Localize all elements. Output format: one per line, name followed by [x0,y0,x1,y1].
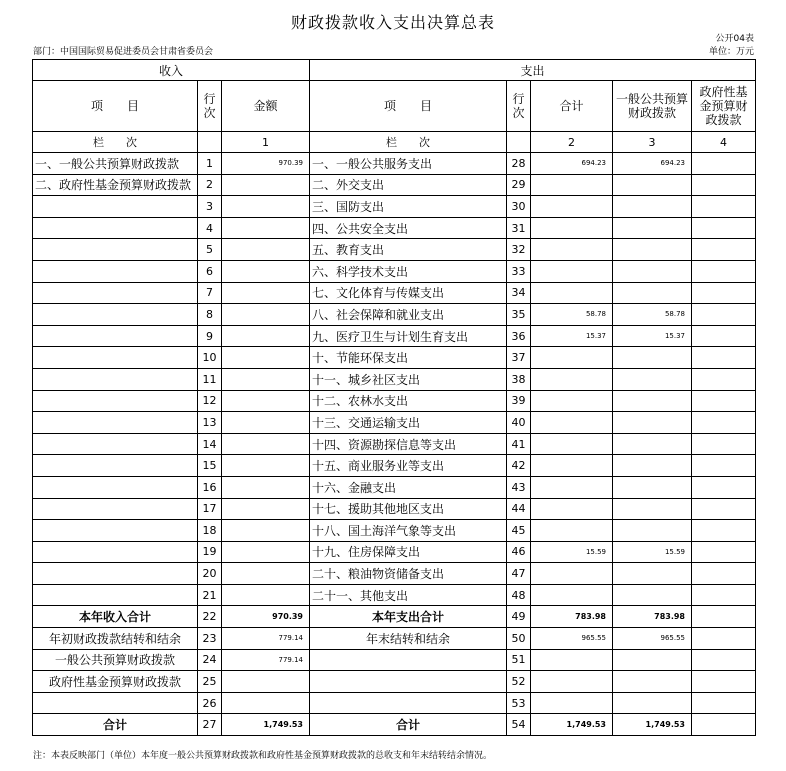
income-summary-amount: 779.14 [222,649,310,671]
income-amount [222,498,310,520]
summary-row [33,606,756,628]
row-number: 39 [507,390,531,412]
expense-item: 十九、住房保障支出 [310,541,507,563]
income-col-label: 栏 次 [33,132,198,153]
income-item [33,260,198,282]
income-amount [222,325,310,347]
expense-summary-total: 965.55 [531,628,613,650]
income-amount [222,196,310,218]
row-number: 28 [507,153,531,175]
income-item: 二、政府性基金预算财政拨款 [33,174,198,196]
table-row [33,368,756,390]
table-row [33,282,756,304]
row-number: 15 [198,455,222,477]
general-budget-amount [613,476,692,498]
expense-item: 二十、粮油物资储备支出 [310,563,507,585]
row-number: 36 [507,325,531,347]
row-number: 47 [507,563,531,585]
table-row [33,455,756,477]
expense-total [531,217,613,239]
income-item [33,455,198,477]
expense-total [531,412,613,434]
general-budget-amount [613,174,692,196]
general-budget-amount [613,347,692,369]
table-row [33,174,756,196]
general-budget-amount: 694.23 [613,153,692,175]
row-number: 12 [198,390,222,412]
income-item [33,304,198,326]
gov-fund-amount [692,196,756,218]
gov-fund-amount [692,433,756,455]
gov-fund-header: 政府性基金预算财政拨款 [692,81,756,132]
income-summary-amount: 779.14 [222,628,310,650]
general-budget-amount [613,260,692,282]
expense-total: 15.59 [531,541,613,563]
gov-fund-amount [692,390,756,412]
row-number: 42 [507,455,531,477]
gov-fund-amount [692,563,756,585]
income-summary-amount [222,692,310,714]
gov-fund-summary [692,606,756,628]
general-budget-amount [613,498,692,520]
gov-fund-amount [692,455,756,477]
row-number: 17 [198,498,222,520]
expense-item: 八、社会保障和就业支出 [310,304,507,326]
income-amount [222,541,310,563]
income-amount-header: 金额 [222,81,310,132]
row-number: 38 [507,368,531,390]
row-number: 52 [507,671,531,693]
gov-fund-amount [692,260,756,282]
row-number: 45 [507,520,531,542]
expense-item: 一、一般公共服务支出 [310,153,507,175]
expense-total [531,498,613,520]
col-index-4: 4 [692,132,756,153]
footnote: 注：本表反映部门（单位）本年度一般公共预算财政拨款和政府性基金预算财政拨款的总收支和年末结转结余情况。 [33,751,493,761]
gov-fund-amount [692,239,756,261]
section-header-row [33,60,756,81]
income-item [33,325,198,347]
income-item [33,412,198,434]
income-amount [222,282,310,304]
col-index-1: 1 [222,132,310,153]
expense-summary-label [310,649,507,671]
income-summary-label [33,692,198,714]
table-row [33,498,756,520]
row-number: 14 [198,433,222,455]
general-budget-summary [613,671,692,693]
income-amount [222,239,310,261]
table-row [33,520,756,542]
form-number: 公开04表 [715,34,754,44]
gov-fund-summary [692,671,756,693]
general-budget-header: 一般公共预算财政拨款 [613,81,692,132]
row-number: 54 [507,714,531,736]
general-budget-summary: 783.98 [613,606,692,628]
table-row [33,217,756,239]
income-item [33,498,198,520]
income-summary-amount [222,671,310,693]
income-amount [222,390,310,412]
expense-total [531,520,613,542]
expense-item: 十、节能环保支出 [310,347,507,369]
table-row [33,304,756,326]
general-budget-amount: 58.78 [613,304,692,326]
general-budget-amount [613,455,692,477]
income-amount: 970.39 [222,153,310,175]
col-index-2: 2 [531,132,613,153]
expense-total [531,196,613,218]
table-row [33,476,756,498]
row-number: 53 [507,692,531,714]
row-number: 7 [198,282,222,304]
row-number: 19 [198,541,222,563]
row-number: 8 [198,304,222,326]
row-number: 27 [198,714,222,736]
expense-total [531,390,613,412]
row-number: 31 [507,217,531,239]
general-budget-summary: 965.55 [613,628,692,650]
general-budget-summary [613,692,692,714]
table-row [33,541,756,563]
row-number: 50 [507,628,531,650]
row-number: 46 [507,541,531,563]
expense-item: 九、医疗卫生与计划生育支出 [310,325,507,347]
column-header-row [33,81,756,132]
expense-total: 15.37 [531,325,613,347]
gov-fund-amount [692,217,756,239]
income-summary-amount: 970.39 [222,606,310,628]
income-item [33,390,198,412]
expense-total [531,368,613,390]
row-number: 3 [198,196,222,218]
general-budget-amount [613,520,692,542]
row-number: 21 [198,584,222,606]
row-number: 32 [507,239,531,261]
general-budget-amount [613,368,692,390]
summary-row [33,649,756,671]
income-item [33,217,198,239]
expense-total [531,455,613,477]
income-amount [222,412,310,434]
expense-summary-label [310,692,507,714]
gov-fund-amount [692,498,756,520]
general-budget-amount: 15.59 [613,541,692,563]
row-number: 23 [198,628,222,650]
income-summary-label: 一般公共预算财政拨款 [33,649,198,671]
unit-label: 单位：万元 [708,47,754,57]
row-number: 13 [198,412,222,434]
expense-item: 十八、国土海洋气象等支出 [310,520,507,542]
expense-summary-label: 本年支出合计 [310,606,507,628]
row-number: 16 [198,476,222,498]
table-row [33,196,756,218]
expense-item: 十四、资源勘探信息等支出 [310,433,507,455]
table-row [33,347,756,369]
expense-summary-label: 年末结转和结余 [310,628,507,650]
gov-fund-amount [692,476,756,498]
table-row [33,433,756,455]
income-grand-total-label: 合计 [33,714,198,736]
expense-item: 五、教育支出 [310,239,507,261]
table-row [33,153,756,175]
row-number: 25 [198,671,222,693]
row-number: 34 [507,282,531,304]
expense-item: 十五、商业服务业等支出 [310,455,507,477]
income-item: 一、一般公共预算财政拨款 [33,153,198,175]
general-budget-amount [613,433,692,455]
expense-total: 58.78 [531,304,613,326]
income-amount [222,476,310,498]
general-budget-amount [613,412,692,434]
general-budget-amount: 15.37 [613,325,692,347]
expense-total [531,563,613,585]
row-number: 51 [507,649,531,671]
income-amount [222,563,310,585]
expense-row-no-header: 行次 [507,81,531,132]
expense-item: 十三、交通运输支出 [310,412,507,434]
fiscal-summary-table [32,59,756,736]
gov-fund-amount [692,153,756,175]
income-item-header: 项 目 [33,81,198,132]
general-budget-grand-total: 1,749.53 [613,714,692,736]
expense-grand-total-amount: 1,749.53 [531,714,613,736]
income-item [33,584,198,606]
row-number: 18 [198,520,222,542]
expense-item: 三、国防支出 [310,196,507,218]
expense-total [531,174,613,196]
expense-total: 694.23 [531,153,613,175]
income-item [33,368,198,390]
general-budget-amount [613,282,692,304]
income-amount [222,584,310,606]
income-section-header: 收入 [33,60,310,81]
expense-total [531,239,613,261]
income-amount [222,174,310,196]
gov-fund-amount [692,282,756,304]
row-number: 41 [507,433,531,455]
gov-fund-amount [692,304,756,326]
income-item [33,239,198,261]
expense-total [531,260,613,282]
income-item [33,541,198,563]
income-item [33,196,198,218]
row-number: 49 [507,606,531,628]
gov-fund-amount [692,541,756,563]
summary-row [33,671,756,693]
income-amount [222,433,310,455]
gov-fund-amount [692,325,756,347]
income-amount [222,304,310,326]
income-amount [222,520,310,542]
gov-fund-summary [692,628,756,650]
table-row [33,325,756,347]
income-amount [222,260,310,282]
gov-fund-amount [692,174,756,196]
expense-section-header: 支出 [310,60,756,81]
expense-total [531,476,613,498]
row-number: 44 [507,498,531,520]
general-budget-amount [613,563,692,585]
gov-fund-summary [692,692,756,714]
row-number: 9 [198,325,222,347]
row-number: 2 [198,174,222,196]
general-budget-amount [613,196,692,218]
row-number: 30 [507,196,531,218]
expense-total [531,347,613,369]
income-summary-label: 本年收入合计 [33,606,198,628]
table-row [33,239,756,261]
income-item [33,563,198,585]
expense-summary-total [531,649,613,671]
gov-fund-amount [692,347,756,369]
grand-total-row [33,714,756,736]
expense-summary-total: 783.98 [531,606,613,628]
expense-summary-total [531,692,613,714]
expense-item: 十二、农林水支出 [310,390,507,412]
income-amount [222,217,310,239]
income-summary-label: 政府性基金预算财政拨款 [33,671,198,693]
income-amount [222,347,310,369]
table-row [33,584,756,606]
row-number: 26 [198,692,222,714]
row-number: 11 [198,368,222,390]
summary-row [33,692,756,714]
expense-summary-label [310,671,507,693]
gov-fund-summary [692,649,756,671]
expense-item: 四、公共安全支出 [310,217,507,239]
department-label: 部门：中国国际贸易促进委员会甘肃省委员会 [33,47,214,57]
general-budget-amount [613,390,692,412]
expense-grand-total-label: 合计 [310,714,507,736]
column-index-row [33,132,756,153]
table-row [33,390,756,412]
expense-item: 七、文化体育与传媒支出 [310,282,507,304]
expense-item: 十一、城乡社区支出 [310,368,507,390]
row-number: 1 [198,153,222,175]
row-number: 22 [198,606,222,628]
income-amount [222,368,310,390]
general-budget-summary [613,649,692,671]
expense-total [531,433,613,455]
row-number: 33 [507,260,531,282]
summary-row [33,628,756,650]
row-number: 43 [507,476,531,498]
expense-summary-total [531,671,613,693]
row-number: 37 [507,347,531,369]
expense-total-header: 合计 [531,81,613,132]
income-summary-label: 年初财政拨款结转和结余 [33,628,198,650]
general-budget-amount [613,239,692,261]
gov-fund-amount [692,520,756,542]
expense-item: 六、科学技术支出 [310,260,507,282]
gov-fund-amount [692,584,756,606]
table-row [33,412,756,434]
col-index-3: 3 [613,132,692,153]
income-row-no-header: 行次 [198,81,222,132]
row-number: 6 [198,260,222,282]
income-item [33,347,198,369]
expense-col-label: 栏 次 [310,132,507,153]
row-number: 48 [507,584,531,606]
income-item [33,476,198,498]
row-number: 4 [198,217,222,239]
table-row [33,563,756,585]
expense-item: 十七、援助其他地区支出 [310,498,507,520]
expense-item: 二、外交支出 [310,174,507,196]
income-grand-total-amount: 1,749.53 [222,714,310,736]
expense-total [531,584,613,606]
row-number: 20 [198,563,222,585]
report-title: 财政拨款收入支出决算总表 [290,13,495,32]
row-number: 35 [507,304,531,326]
expense-item: 二十一、其他支出 [310,584,507,606]
table-row [33,260,756,282]
gov-fund-amount [692,412,756,434]
income-item [33,282,198,304]
expense-total [531,282,613,304]
expense-item: 十六、金融支出 [310,476,507,498]
row-number: 29 [507,174,531,196]
row-number: 5 [198,239,222,261]
expense-item-header: 项 目 [310,81,507,132]
income-amount [222,455,310,477]
gov-fund-grand-total [692,714,756,736]
general-budget-amount [613,217,692,239]
row-number: 24 [198,649,222,671]
income-item [33,520,198,542]
row-number: 40 [507,412,531,434]
gov-fund-amount [692,368,756,390]
general-budget-amount [613,584,692,606]
row-number: 10 [198,347,222,369]
income-item [33,433,198,455]
